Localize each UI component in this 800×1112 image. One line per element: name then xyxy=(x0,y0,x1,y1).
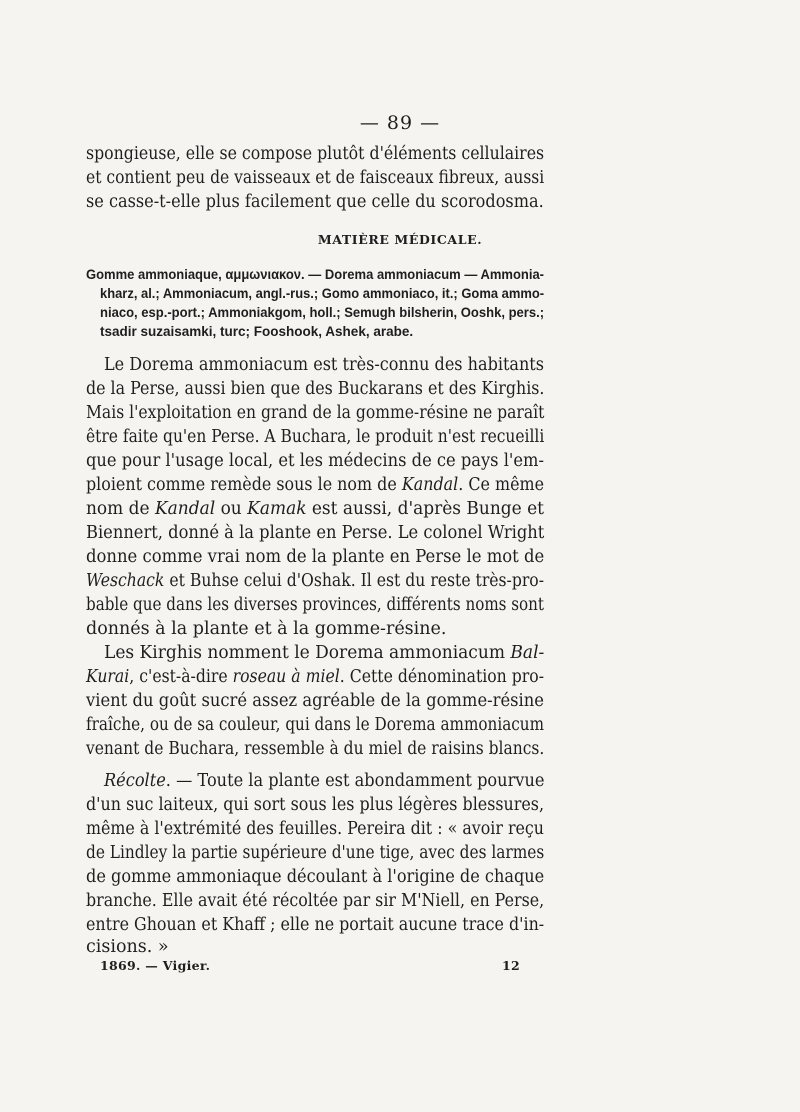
section-heading: MATIÈRE MÉDICALE. xyxy=(317,232,483,247)
text-line: donne comme vrai nom de la plante en Perse le mot de xyxy=(86,547,545,567)
text-line: Récolte. — Toute la plante est abondamment pourvue xyxy=(104,771,545,791)
text-line: Biennert, donné à la plante en Perse. Le colonel Wright xyxy=(86,523,545,543)
footer-sheet-number: 12 xyxy=(502,958,520,973)
text-line: cisions. » xyxy=(86,937,169,957)
text-line: et contient peu de vaisseaux et de faisceaux fibreux, aussi xyxy=(86,168,545,188)
text-line: même à l'extrémité des feuilles. Pereira dit : « avoir reçu xyxy=(86,819,544,839)
text-line: être faite qu'en Perse. A Buchara, le produit n'est recueilli xyxy=(86,427,545,447)
page-number: — 89 — xyxy=(359,112,441,134)
text-line: Le Dorema ammoniacum est très-connu des habitants xyxy=(104,355,544,375)
synonym-line: niaco, esp.-port.; Ammoniakgom, holl.; Semugh bilsherin, Ooshk, pers.; xyxy=(100,305,545,320)
text-line: nom de Kandal ou Kamak est aussi, d'après Bunge et xyxy=(86,499,544,519)
synonym-line: Gomme ammoniaque, αμμωνιακον. — Dorema ammoniacum — Ammonia- xyxy=(86,267,544,282)
text-line: se casse-t-elle plus facilement que celle du scorodosma. xyxy=(86,192,544,212)
text-line: donnés à la plante et à la gomme-résine. xyxy=(86,619,447,639)
text-line: branche. Elle avait été récoltée par sir M'Niell, en Perse, xyxy=(86,891,545,911)
synonym-line: kharz, al.; Ammoniacum, angl.-rus.; Gomo ammoniaco, it.; Goma ammo- xyxy=(100,286,545,301)
text-line: de Lindley la partie supérieure d'une tige, avec des larmes xyxy=(86,843,545,863)
text-line: vient du goût sucré assez agréable de la gomme-résine xyxy=(86,691,544,711)
text-line: spongieuse, elle se compose plutôt d'éléments cellulaires xyxy=(86,144,545,164)
text-line: fraîche, ou de sa couleur, qui dans le Dorema ammoniacum xyxy=(86,715,544,735)
footer-signature: 1869. — Vigier. xyxy=(100,958,211,973)
text-line: venant de Buchara, ressemble à du miel de raisins blancs. xyxy=(86,739,545,759)
text-line: bable que dans les diverses provinces, différents noms sont xyxy=(86,595,545,615)
text-line: Kurai, c'est-à-dire roseau à miel. Cette dénomination pro- xyxy=(86,667,544,687)
text-line: ploient comme remède sous le nom de Kandal. Ce même xyxy=(86,475,544,495)
text-line: de la Perse, aussi bien que des Buckarans et des Kirghis. xyxy=(86,379,545,399)
text-line: entre Ghouan et Khaff ; elle ne portait aucune trace d'in- xyxy=(86,915,545,935)
text-line: Les Kirghis nomment le Dorema ammoniacum Bal- xyxy=(104,643,545,663)
text-line: Weschack et Buhse celui d'Oshak. Il est du reste très-pro- xyxy=(86,571,545,591)
text-line: Mais l'exploitation en grand de la gomme-résine ne paraît xyxy=(86,403,545,423)
synonym-line: tsadir suzaisamki, turc; Fooshook, Ashek, arabe. xyxy=(100,324,414,339)
page-footer xyxy=(100,958,520,973)
text-line: d'un suc laiteux, qui sort sous les plus légères blessures, xyxy=(86,795,544,815)
text-line: que pour l'usage local, et les médecins de ce pays l'em- xyxy=(86,451,544,471)
text-line: de gomme ammoniaque découlant à l'origine de chaque xyxy=(86,867,545,887)
